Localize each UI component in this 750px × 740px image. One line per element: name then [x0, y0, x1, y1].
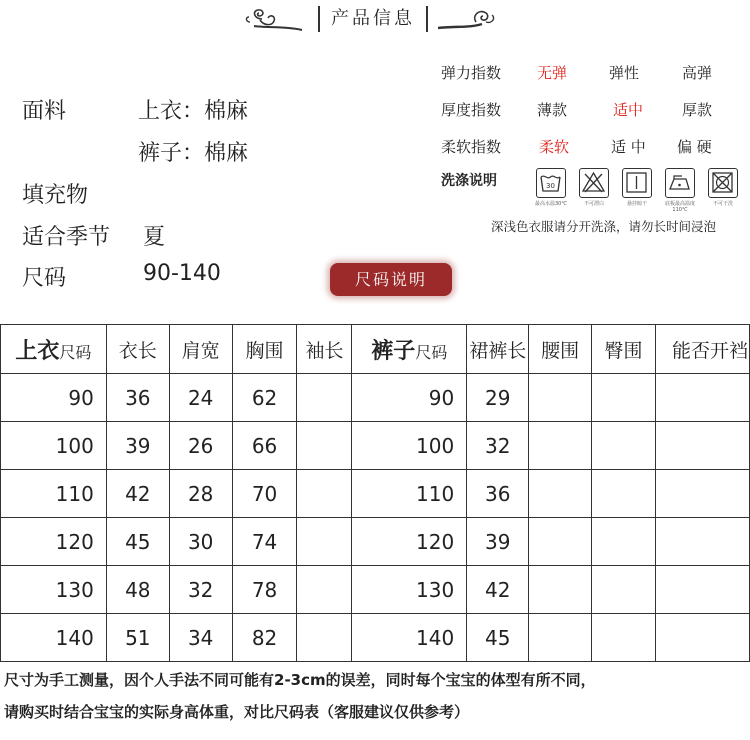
length-cell: 42	[106, 470, 169, 518]
svg-text:30: 30	[546, 182, 555, 190]
wash-30-icon	[536, 168, 566, 198]
header-hip: 臀围	[592, 325, 656, 374]
length-cell: 36	[106, 374, 169, 422]
pants-size-cell: 110	[352, 470, 467, 518]
hip-cell	[592, 422, 656, 470]
pants-fabric: 裤子：棉麻	[138, 141, 249, 166]
size-label: 尺码	[22, 266, 67, 291]
hip-cell	[592, 566, 656, 614]
fabric-label: 面料	[22, 99, 67, 124]
pants-size-cell: 90	[352, 374, 467, 422]
shoulder-cell: 24	[169, 374, 232, 422]
table-row	[1, 470, 750, 518]
iron-icon	[665, 168, 695, 198]
top-size-cell: 140	[1, 614, 107, 662]
iron-caption: 底板最高温度110℃	[664, 201, 695, 213]
thickness-option-medium: 适中	[613, 101, 644, 119]
chest-cell: 66	[232, 422, 297, 470]
elasticity-option-high: 高弹	[682, 64, 713, 82]
table-row	[1, 422, 750, 470]
softness-option-soft: 柔软	[539, 138, 570, 156]
pants-length-cell: 42	[467, 566, 529, 614]
hang-dry-caption: 悬挂晾干	[626, 201, 647, 207]
size-table	[0, 324, 750, 662]
length-cell: 48	[106, 566, 169, 614]
sleeve-cell	[297, 518, 352, 566]
no-bleach-icon	[579, 168, 609, 198]
top-size-cell: 90	[1, 374, 107, 422]
waist-cell	[529, 374, 592, 422]
no-tumble-dry-icon	[708, 168, 738, 198]
pants-length-cell: 36	[467, 470, 529, 518]
pants-size-cell: 130	[352, 566, 467, 614]
pants-length-cell: 45	[467, 614, 529, 662]
pants-length-cell: 39	[467, 518, 529, 566]
sleeve-cell	[297, 470, 352, 518]
cloud-ornament-left-icon	[242, 6, 304, 32]
pants-size-cell: 140	[352, 614, 467, 662]
top-size-cell: 130	[1, 566, 107, 614]
table-row	[1, 566, 750, 614]
table-row	[1, 374, 750, 422]
length-cell: 45	[106, 518, 169, 566]
softness-option-hard: 偏 硬	[677, 138, 712, 156]
elasticity-label: 弹力指数	[441, 64, 502, 82]
open-crotch-cell	[655, 614, 749, 662]
top-size-cell: 120	[1, 518, 107, 566]
sleeve-cell	[297, 566, 352, 614]
softness-label: 柔软指数	[441, 138, 502, 156]
hip-cell	[592, 374, 656, 422]
shoulder-cell: 32	[169, 566, 232, 614]
no-tumble-dry-caption: 不可干洗	[712, 201, 733, 207]
thickness-label: 厚度指数	[441, 101, 502, 119]
table-row	[1, 614, 750, 662]
sleeve-cell	[297, 614, 352, 662]
top-fabric: 上衣：棉麻	[138, 99, 249, 124]
pants-size-cell: 120	[352, 518, 467, 566]
waist-cell	[529, 422, 592, 470]
season-label: 适合季节	[22, 225, 111, 250]
thickness-option-thin: 薄款	[537, 101, 568, 119]
wash-30-caption: 最高水温30℃	[535, 201, 567, 207]
chest-cell: 82	[232, 614, 297, 662]
waist-cell	[529, 566, 592, 614]
header-chest: 胸围	[232, 325, 297, 374]
sleeve-cell	[297, 374, 352, 422]
chest-cell: 78	[232, 566, 297, 614]
waist-cell	[529, 614, 592, 662]
open-crotch-cell	[655, 470, 749, 518]
length-cell: 39	[106, 422, 169, 470]
pants-length-cell: 32	[467, 422, 529, 470]
cloud-ornament-right-icon	[436, 6, 498, 32]
header-length: 衣长	[106, 325, 169, 374]
shoulder-cell: 34	[169, 614, 232, 662]
table-row	[1, 518, 750, 566]
open-crotch-cell	[655, 422, 749, 470]
hip-cell	[592, 470, 656, 518]
pants-size-cell: 100	[352, 422, 467, 470]
chest-cell: 70	[232, 470, 297, 518]
footer-note-line1: 尺寸为手工测量，因个人手法不同可能有2-3cm的误差，同时每个宝宝的体型有所不同，	[4, 671, 596, 689]
header-open-crotch: 能否开裆	[655, 325, 749, 374]
open-crotch-cell	[655, 518, 749, 566]
hip-cell	[592, 518, 656, 566]
waist-cell	[529, 518, 592, 566]
shoulder-cell: 30	[169, 518, 232, 566]
season-value: 夏	[143, 225, 166, 250]
hip-cell	[592, 614, 656, 662]
top-size-header: 上衣尺码	[1, 325, 107, 374]
table-header-row	[1, 325, 750, 374]
footer-note-line2: 请购买时结合宝宝的实际身高体重，对比尺码表（客服建议仅供参考）	[4, 703, 470, 721]
header	[0, 0, 750, 40]
open-crotch-cell	[655, 374, 749, 422]
top-size-cell: 100	[1, 422, 107, 470]
top-size-cell: 110	[1, 470, 107, 518]
wash-title: 洗涤说明	[441, 173, 497, 189]
elasticity-option-none: 无弹	[537, 64, 568, 82]
header-shoulder: 肩宽	[169, 325, 232, 374]
chest-cell: 74	[232, 518, 297, 566]
page-title: 产品信息	[318, 6, 428, 32]
sleeve-cell	[297, 422, 352, 470]
pants-length-cell: 29	[467, 374, 529, 422]
no-bleach-caption: 不可漂白	[583, 201, 604, 207]
pants-size-header: 裤子尺码	[352, 325, 467, 374]
shoulder-cell: 26	[169, 422, 232, 470]
chest-cell: 62	[232, 374, 297, 422]
filling-label: 填充物	[22, 183, 89, 208]
header-sleeve: 袖长	[297, 325, 352, 374]
header-waist: 腰围	[529, 325, 592, 374]
shoulder-cell: 28	[169, 470, 232, 518]
size-guide-button[interactable]: 尺码说明	[330, 263, 452, 296]
hang-dry-icon	[622, 168, 652, 198]
length-cell: 51	[106, 614, 169, 662]
elasticity-option-medium: 弹性	[609, 64, 640, 82]
softness-option-medium: 适 中	[611, 138, 646, 156]
open-crotch-cell	[655, 566, 749, 614]
header-pants-length: 裙裤长	[467, 325, 529, 374]
waist-cell	[529, 470, 592, 518]
size-value: 90-140	[143, 261, 221, 286]
wash-note: 深浅色衣服请分开洗涤，请勿长时间浸泡	[491, 219, 717, 234]
thickness-option-thick: 厚款	[682, 101, 713, 119]
